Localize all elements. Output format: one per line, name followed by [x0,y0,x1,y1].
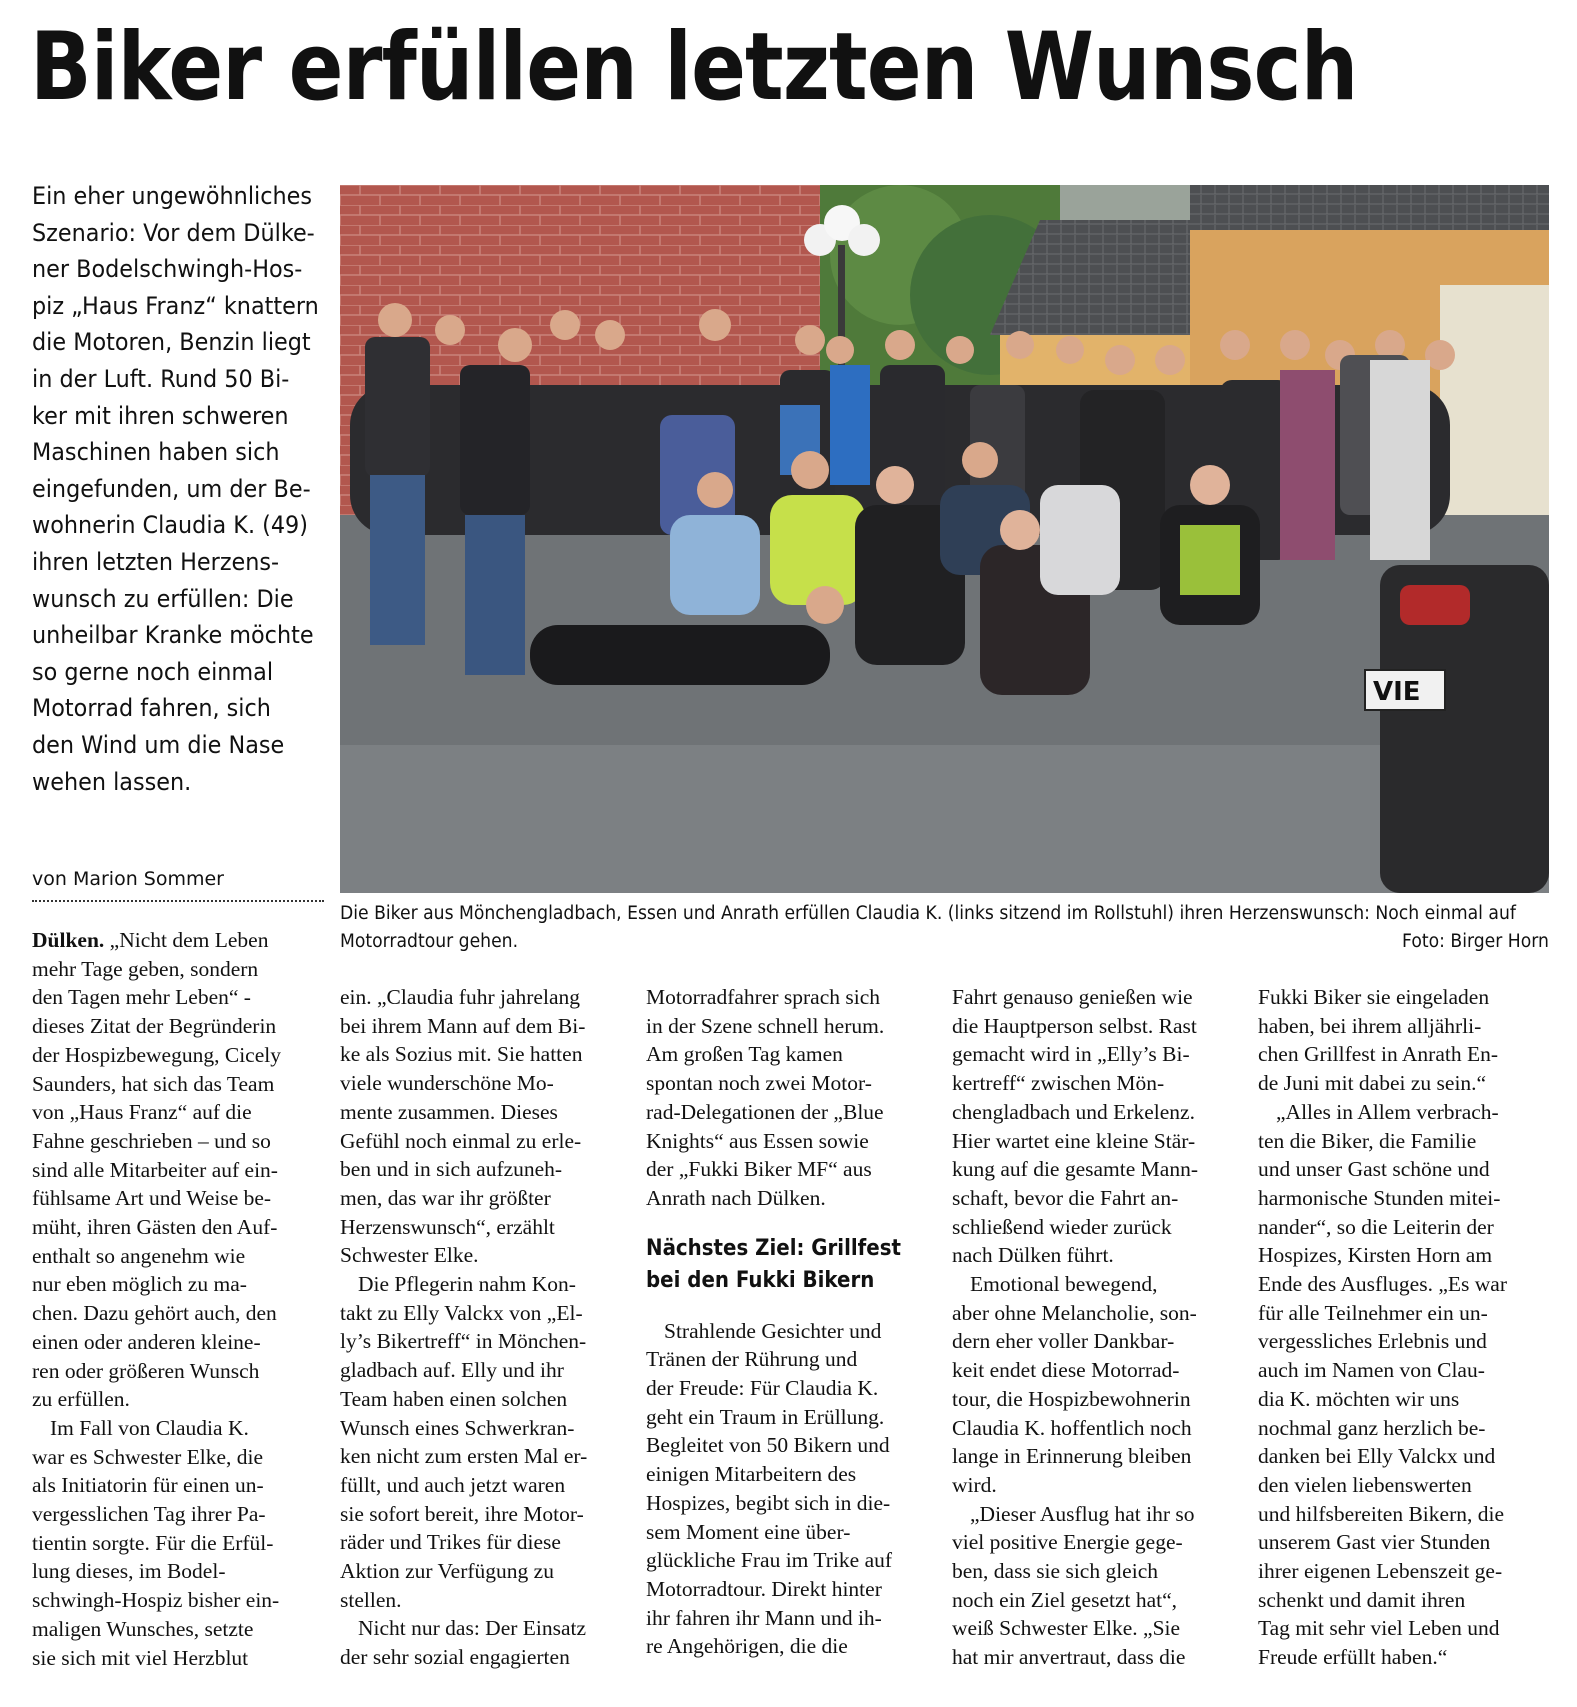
body-line: enthalt so angenehm wie [32,1243,246,1268]
body-line: dia K. möchten wir uns [1258,1386,1460,1411]
body-line: ihrer eigenen Lebenszeit ge- [1258,1559,1503,1584]
body-line: Nicht nur das: Der Einsatz [358,1616,587,1641]
body-line: chengladbach und Erkelenz. [952,1099,1195,1124]
body-line: Tag mit sehr viel Leben und [1258,1616,1500,1641]
body-line: als Initiatorin für einen un- [32,1473,264,1498]
body-line: einen oder anderen kleine- [32,1329,261,1354]
body-line: zu erfüllen. [32,1387,130,1412]
body-line: räder und Trikes für diese [340,1530,561,1555]
body-line: dern eher voller Dankbar- [952,1329,1175,1354]
intro-paragraph [32,178,332,800]
byline: von Marion Sommer [32,868,324,902]
body-line: weiß Schwester Elke. „Sie [952,1616,1181,1641]
body-line: sie sich mit viel Herzblut [32,1645,249,1670]
body-line: takt zu Elly Valckx von „El- [340,1300,583,1325]
body-line: und hilfsbereiten Bikern, die [1258,1501,1504,1526]
body-line: Emotional bewegend, [970,1272,1158,1297]
body-line: Hospizes, begibt sich in die- [646,1490,891,1515]
body-line: danken bei Elly Valckx und [1258,1444,1496,1469]
body-line: kertreff“ zwischen Mön- [952,1071,1165,1096]
body-line: der Freude: Für Claudia K. [646,1376,879,1401]
body-line: stellen. [340,1587,402,1612]
body-line: dieses Zitat der Begründerin [32,1014,277,1039]
body-line: der sehr sozial engagierten [340,1645,570,1670]
body-line: Fahrt genauso genießen wie [952,985,1193,1009]
body-line: Schwester Elke. [340,1243,479,1268]
intro-line: Ein eher ungewöhnliches [32,182,313,210]
intro-line: Maschinen haben sich [32,438,280,467]
body-line: Im Fall von Claudia K. [50,1415,249,1440]
body-line: ben, dass sie sich gleich [952,1559,1158,1584]
body-line: sind alle Mitarbeiter auf ein- [32,1157,278,1182]
body-line: harmonische Stunden mitei- [1258,1185,1501,1210]
body-line: den vielen liebenswerten [1258,1472,1472,1497]
subheading: bei den Fukki Bikern [646,1267,875,1293]
photo-caption [340,900,1549,956]
group-photo-illustration [340,185,1549,893]
body-line: einigen Mitarbeitern des [646,1462,857,1487]
body-line: Anrath nach Dülken. [646,1185,826,1210]
body-line: Fukki Biker sie eingeladen [1258,985,1490,1009]
body-line: chen Grillfest in Anrath En- [1258,1042,1499,1067]
body-line: viel positive Energie gege- [952,1530,1183,1555]
group-photo [340,185,1549,893]
body-line: Saunders, hat sich das Team [32,1071,275,1096]
body-line: bei ihrem Mann auf dem Bi- [340,1013,586,1038]
body-line: nach Dülken führt. [952,1243,1114,1268]
body-line: keit endet diese Motorrad- [952,1358,1180,1383]
body-line: Team haben einen solchen [340,1386,568,1411]
body-line: Motorradfahrer sprach sich [646,985,881,1009]
body-line: mehr Tage geben, sondern [32,956,259,981]
dateline: Dülken. [32,928,105,952]
body-line: geht ein Traum in Erüllung. [646,1404,885,1429]
body-line: Herzenswunsch“, erzählt [340,1214,555,1239]
body-line: ly’s Bikertreff“ in Mönchen- [340,1329,587,1354]
intro-line: ihren letzten Herzens- [32,547,280,576]
body-line: spontan noch zwei Motor- [646,1071,872,1096]
body-line: vergesslichen Tag ihrer Pa- [32,1502,266,1527]
intro-line: Motorrad fahren, sich [32,694,271,723]
photo-credit: Foto: Birger Horn [1402,931,1549,952]
body-line: fühlsame Art und Weise be- [32,1186,272,1211]
body-line: war es Schwester Elke, die [32,1444,264,1469]
subheading: Nächstes Ziel: Grillfest [646,1235,901,1261]
body-line: lange in Erinnerung bleiben [952,1444,1192,1469]
spacer [646,1297,936,1317]
body-line: die Hauptperson selbst. Rast [952,1013,1197,1038]
intro-line: so gerne noch einmal [32,657,274,686]
body-line: re Angehörigen, die die [646,1634,848,1659]
body-line: „Alles in Allem verbrach- [1276,1099,1499,1124]
intro-line: die Motoren, Benzin liegt [32,328,311,357]
body-line: Freude erfüllt haben.“ [1258,1645,1448,1670]
article-column-4 [952,983,1242,1672]
intro-line: wunsch zu erfüllen: Die [32,584,294,613]
body-line: tour, die Hospizbewohnerin [952,1386,1191,1411]
body-line: haben, bei ihrem alljährli- [1258,1013,1482,1038]
intro-line: den Wind um die Nase [32,730,285,759]
body-line: aber ohne Melancholie, son- [952,1300,1197,1325]
body-line: maligen Wunsches, setzte [32,1616,254,1641]
caption-line: Die Biker aus Mönchengladbach, Essen und Anrath erfüllen Claudia K. (links sitzend im Rollstuhl) ihren Herzenswunsch: Noch einmal auf [340,903,1516,924]
body-line: kung auf die gesamte Mann- [952,1157,1198,1182]
body-line: Die Pflegerin nahm Kon- [358,1272,576,1297]
body-line: gemacht wird in „Elly’s Bi- [952,1042,1190,1067]
body-line: gladbach auf. Elly und ihr [340,1358,564,1383]
body-line: de Juni mit dabei zu sein.“ [1258,1071,1487,1096]
article-column-1 [32,926,322,1672]
body-line: nochmal ganz herzlich be- [1258,1415,1486,1440]
body-line: schwingh-Hospiz bisher ein- [32,1588,280,1613]
body-line: sem Moment eine über- [646,1519,851,1544]
body-line: schenkt und damit ihren [1258,1587,1466,1612]
body-line: von „Haus Franz“ auf die [32,1100,252,1125]
body-line: sie sofort bereit, ihre Motor- [340,1501,584,1526]
body-line: in der Szene schnell herum. [646,1013,885,1038]
body-line: Hier wartet eine kleine Stär- [952,1128,1196,1153]
body-line: ten die Biker, die Familie [1258,1128,1477,1153]
body-line: ihr fahren ihr Mann und ih- [646,1605,882,1630]
body-line: Tränen der Rührung und [646,1347,858,1372]
body-line: ke als Sozius mit. Sie hatten [340,1042,583,1067]
body-line: vergessliches Erlebnis und [1258,1329,1487,1354]
body-line: „Dieser Ausflug hat ihr so [970,1501,1195,1526]
body-line: auch im Namen von Clau- [1258,1358,1485,1383]
body-line: und unser Gast schöne und [1258,1157,1490,1182]
intro-line: eingefunden, um der Be- [32,474,311,503]
body-line: müht, ihren Gästen den Auf- [32,1215,278,1240]
body-line: Claudia K. hoffentlich noch [952,1415,1192,1440]
body-line: Wunsch eines Schwerkran- [340,1415,575,1440]
body-line: der Hospizbewegung, Cicely [32,1042,281,1067]
body-line: wird. [952,1472,997,1497]
caption-line: Motorradtour gehen. [340,931,519,952]
body-line: ren oder größeren Wunsch [32,1358,260,1383]
body-line: Gefühl noch einmal zu erle- [340,1128,582,1153]
intro-line: unheilbar Kranke möchte [32,621,314,650]
body-line: ben und in sich aufzuneh- [340,1157,563,1182]
body-line: rad-Delegationen der „Blue [646,1099,884,1124]
body-line: chen. Dazu gehört auch, den [32,1301,277,1326]
body-line: Knights“ aus Essen sowie [646,1128,869,1153]
body-line: tientin sorgte. Für die Erfül- [32,1530,274,1555]
body-line: ken nicht zum ersten Mal er- [340,1444,588,1469]
license-plate-text: VIE [1373,677,1421,707]
intro-line: ker mit ihren schweren [32,401,289,430]
body-line: Aktion zur Verfügung zu [340,1559,554,1584]
body-line: hat mir anvertraut, dass die [952,1645,1186,1670]
intro-line: wohnerin Claudia K. (49) [32,511,308,540]
body-line: lung dieses, im Bodel- [32,1559,226,1584]
intro-line: piz „Haus Franz“ knattern [32,291,319,320]
body-line: Am großen Tag kamen [646,1042,843,1067]
body-line: für alle Teilnehmer ein un- [1258,1300,1488,1325]
body-line: Motorradtour. Direkt hinter [646,1576,882,1601]
body-line: schließend wieder zurück [952,1214,1172,1239]
body-line: glückliche Frau im Trike auf [646,1548,893,1573]
body-line: schaft, bevor die Fahrt an- [952,1185,1179,1210]
body-line: nander“, so die Leiterin der [1258,1214,1494,1239]
body-line: Ende des Ausfluges. „Es war [1258,1272,1507,1297]
body-line: Dülken. „Nicht dem Leben [32,928,269,952]
body-line: Begleitet von 50 Bikern und [646,1433,890,1458]
body-line: den Tagen mehr Leben“ - [32,985,251,1010]
spacer [646,1213,936,1233]
body-line: noch ein Ziel gesetzt hat“, [952,1587,1178,1612]
body-line: mente zusammen. Dieses [340,1099,558,1124]
body-line: Hospizes, Kirsten Horn am [1258,1243,1493,1268]
body-line: der „Fukki Biker MF“ aus [646,1157,872,1182]
intro-line: Szenario: Vor dem Dülke- [32,218,315,247]
intro-line: ner Bodelschwingh-Hos- [32,255,303,284]
body-line: unserem Gast vier Stunden [1258,1530,1491,1555]
body-line: nur eben möglich zu ma- [32,1272,247,1297]
body-line: Fahne geschrieben – und so [32,1128,271,1153]
article-column-3 [646,983,936,1661]
body-line: men, das war ihr größter [340,1185,551,1210]
body-line: viele wunderschöne Mo- [340,1071,554,1096]
article-column-2 [340,983,630,1672]
body-line: füllt, und auch jetzt waren [340,1472,566,1497]
intro-line: in der Luft. Rund 50 Bi- [32,364,290,393]
article-column-5 [1258,983,1548,1672]
body-line: ein. „Claudia fuhr jahrelang [340,985,580,1009]
headline: Biker erfüllen letzten Wunsch [30,13,1358,122]
intro-line: wehen lassen. [32,767,192,796]
body-line: Strahlende Gesichter und [664,1318,882,1343]
